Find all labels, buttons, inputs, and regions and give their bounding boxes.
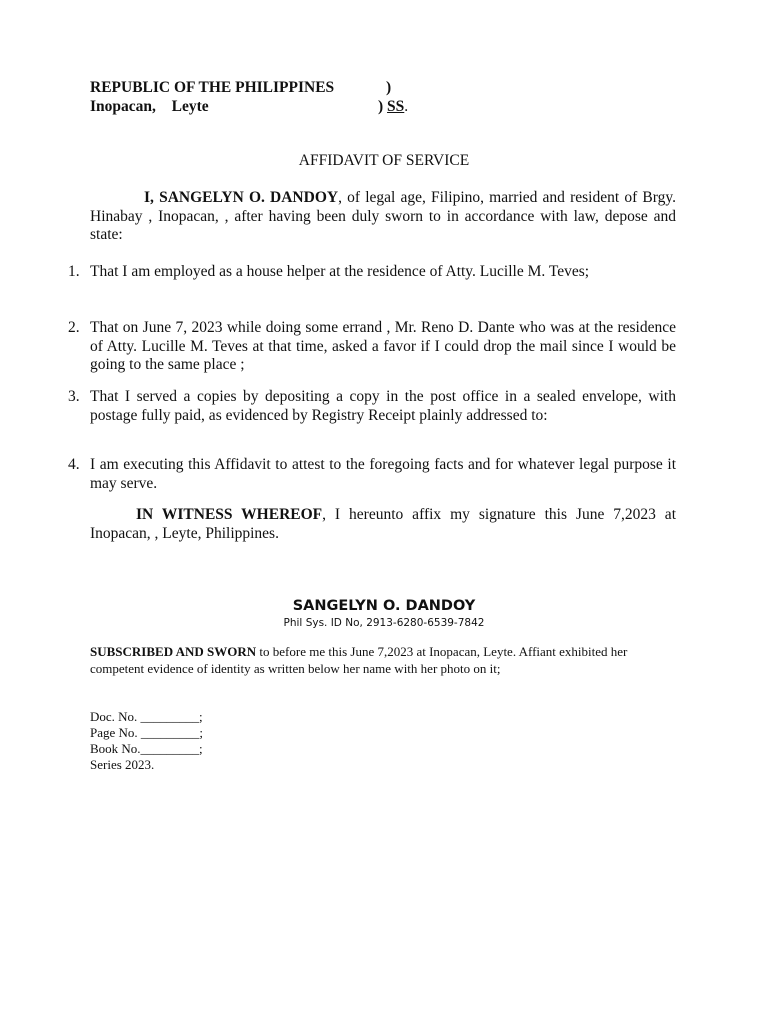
jurat-lead: SUBSCRIBED AND SWORN bbox=[90, 644, 257, 659]
signatory-name: SANGELYN O. DANDOY bbox=[292, 598, 476, 614]
caption-province: Leyte bbox=[171, 98, 209, 115]
notarial-register bbox=[90, 709, 203, 773]
list-item-number: 2. bbox=[68, 319, 80, 336]
intro-text: , of legal age, Filipino, married and resident of Brgy. Hinabay , Inopacan, , after having been duly sworn to in accordance with law, depose and state: bbox=[90, 189, 676, 243]
doc-number: Doc. No. _________; bbox=[90, 709, 203, 724]
caption-town: Inopacan, bbox=[90, 98, 156, 115]
witness-text: , I hereunto affix my signature this June 7,2023 at Inopacan, , Leyte, Philippines. bbox=[90, 506, 676, 542]
jurat-text: to before me this June 7,2023 at Inopacan, Leyte. Affiant exhibited her competent evidence of identity as written below her name with her photo on it; bbox=[90, 644, 628, 676]
list-item-number: 4. bbox=[68, 456, 80, 473]
series-year: Series 2023. bbox=[90, 757, 155, 772]
affiant-name: I, SANGELYN O. DANDOY bbox=[144, 189, 339, 206]
list-item-text: That on June 7, 2023 while doing some errand , Mr. Reno D. Dante who was at the residence of Atty. Lucille M. Teves at that time, asked a favor if I could drop the mail since I would be going to the same place ; bbox=[90, 319, 676, 373]
caption-republic bbox=[90, 79, 334, 97]
list-item-4 bbox=[68, 456, 676, 493]
document-title: AFFIDAVIT OF SERVICE bbox=[298, 152, 470, 169]
signatory-id: Phil Sys. ID No, 2913-6280-6539-7842 bbox=[283, 617, 485, 629]
list-item-text: That I served a copies by depositing a copy in the post office in a sealed envelope, with postage fully paid, as evidenced by Registry Receipt plainly addressed to: bbox=[90, 388, 676, 424]
caption-republic-text: REPUBLIC OF THE PHILIPPINES bbox=[90, 79, 335, 96]
caption-paren-1: ) bbox=[386, 79, 392, 96]
caption-ss: ) SS. bbox=[378, 98, 409, 115]
list-item-number: 1. bbox=[68, 263, 80, 280]
list-item-2 bbox=[68, 319, 676, 375]
list-item-text: I am executing this Affidavit to attest to the foregoing facts and for whatever legal purpose it may serve. bbox=[90, 456, 676, 492]
book-number: Book No._________; bbox=[90, 741, 203, 756]
jurat-paragraph bbox=[90, 644, 680, 677]
caption-place bbox=[90, 98, 209, 116]
caption-ss-text: SS bbox=[387, 98, 405, 115]
page-number: Page No. _________; bbox=[90, 725, 204, 740]
intro-paragraph bbox=[90, 189, 676, 245]
list-item-1 bbox=[68, 263, 676, 282]
list-item-number: 3. bbox=[68, 388, 80, 405]
list-item-3 bbox=[68, 388, 676, 425]
witness-paragraph bbox=[90, 506, 676, 543]
witness-lead: IN WITNESS WHEREOF bbox=[136, 506, 323, 523]
list-item-text: That I am employed as a house helper at the residence of Atty. Lucille M. Teves; bbox=[90, 263, 590, 280]
